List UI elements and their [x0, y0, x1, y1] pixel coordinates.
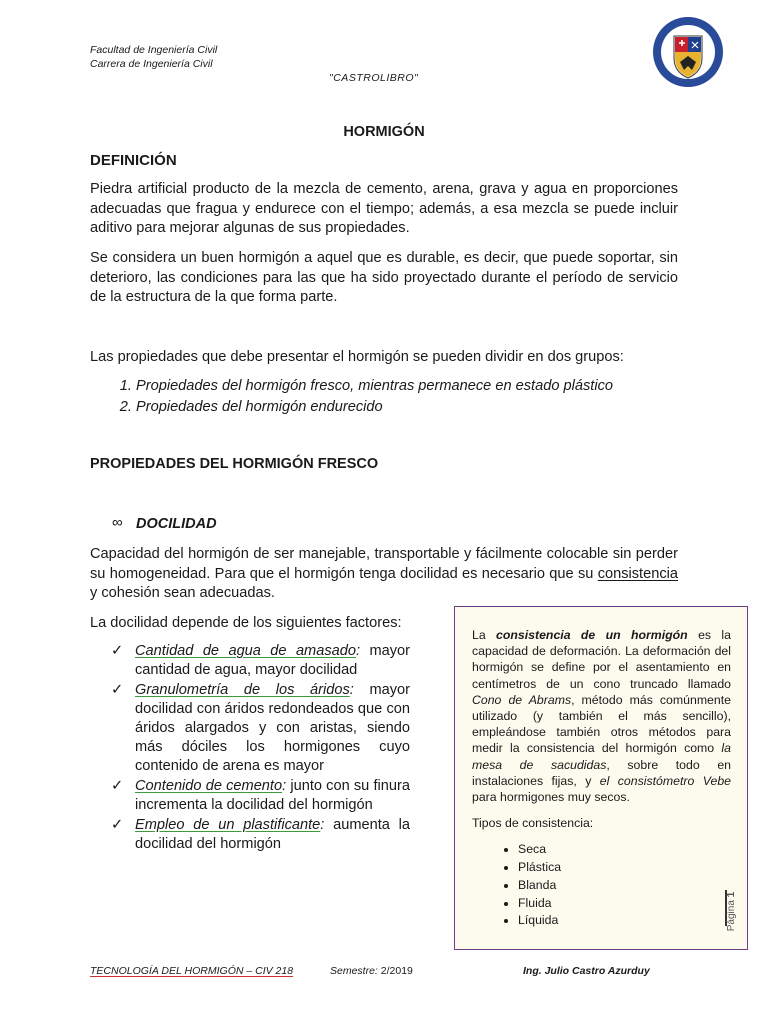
page-title: HORMIGÓN [343, 124, 425, 140]
header-book-name: "CASTROLIBRO" [329, 72, 419, 84]
list-item: 2. Propiedades del hormigón endurecido [136, 397, 690, 418]
list-item: • Fluida [518, 895, 731, 911]
list-item: • Blanda [518, 877, 731, 893]
header-career: Carrera de Ingeniería Civil [90, 58, 213, 70]
infinity-bullet-icon: ∞ [112, 514, 123, 531]
list-item: ✓ Contenido de cemento: junto con su finura incrementa la docilidad del hormigón [111, 778, 410, 813]
definition-paragraph-1: Piedra artificial producto de la mezcla de cemento, arena, grava y agua en proporciones adecuadas que fragua y endurece con el tiempo; además, a esa mezcla se puede incluir aditivo para mejorar algunas de sus propiedades. [90, 181, 678, 236]
page-number-label [722, 888, 738, 932]
section-heading-fresh: PROPIEDADES DEL HORMIGÓN FRESCO [90, 456, 379, 472]
page-number: 1 [726, 891, 738, 898]
sidebox-types-label: Tipos de consistencia: [472, 816, 594, 831]
list-item: ✓ Empleo de un plastificante: aumenta la docilidad del hormigón [111, 817, 410, 852]
check-icon: ✓ [111, 778, 124, 794]
consistencia-link[interactable]: consistencia [597, 565, 678, 582]
check-icon: ✓ [111, 643, 124, 659]
check-icon: ✓ [111, 682, 124, 698]
definition-paragraph-2: Se considera un buen hormigón a aquel que es durable, es decir, que puede soportar, sin deterioro, las condiciones para las que ha sido proyectado durante el período de servicio de la estructura de la que forma parte. [90, 250, 678, 305]
list-item: • Líquida [518, 912, 731, 928]
groups-list [90, 376, 690, 417]
list-item: • Plástica [518, 859, 731, 875]
docilidad-paragraph: Capacidad del hormigón de ser manejable, transportable y fácilmente colocable sin perder su homogeneidad. Para que el hormigón tenga docilidad es necesario que su consistencia y cohesión sean adecuadas. [90, 546, 678, 601]
footer-semester: Semestre: 2/2019 [330, 965, 413, 977]
check-icon: ✓ [111, 817, 124, 833]
factors-list [90, 642, 410, 855]
list-item: ✓ Cantidad de agua de amasado: mayor cantidad de agua, mayor docilidad [111, 643, 410, 678]
page-word: Página [726, 900, 738, 932]
header-faculty: Facultad de Ingeniería Civil [90, 44, 218, 56]
factors-intro: La docilidad depende de los siguientes factores: [90, 615, 402, 631]
definition-heading: DEFINICIÓN [90, 152, 177, 169]
groups-intro: Las propiedades que debe presentar el hormigón se pueden dividir en dos grupos: [90, 349, 624, 365]
list-item: ✓ Granulometría de los áridos: mayor docilidad con áridos redondeados que con áridos alargados y con aristas, siendo más dóciles los hormigones cuyo contenido de arena es mayor [111, 682, 410, 774]
list-item: • Seca [518, 841, 731, 857]
docilidad-heading: DOCILIDAD [136, 516, 217, 532]
consistency-sidebox [454, 606, 748, 950]
footer-course: TECNOLOGÍA DEL HORMIGÓN – CIV 218 [90, 965, 294, 977]
sidebox-text: La consistencia de un hormigón es la capacidad de deformación. La deformación del hormigón se define por el asentamiento en centímetros de un cono truncado llamado Cono de Abrams, método más comúnmente utilizado (y también el más sencillo), empleándose también otros métodos para medir la consistencia del hormigón como la mesa de sacudidas, sobre todo en instalaciones fijas, y el consistómetro Vebe para hormigones muy secos. [472, 628, 731, 805]
university-seal-icon [652, 14, 724, 90]
consistency-types-list [472, 841, 731, 928]
footer-author: Ing. Julio Castro Azurduy [523, 965, 650, 977]
list-item: 1. Propiedades del hormigón fresco, mientras permanece en estado plástico [136, 376, 690, 397]
